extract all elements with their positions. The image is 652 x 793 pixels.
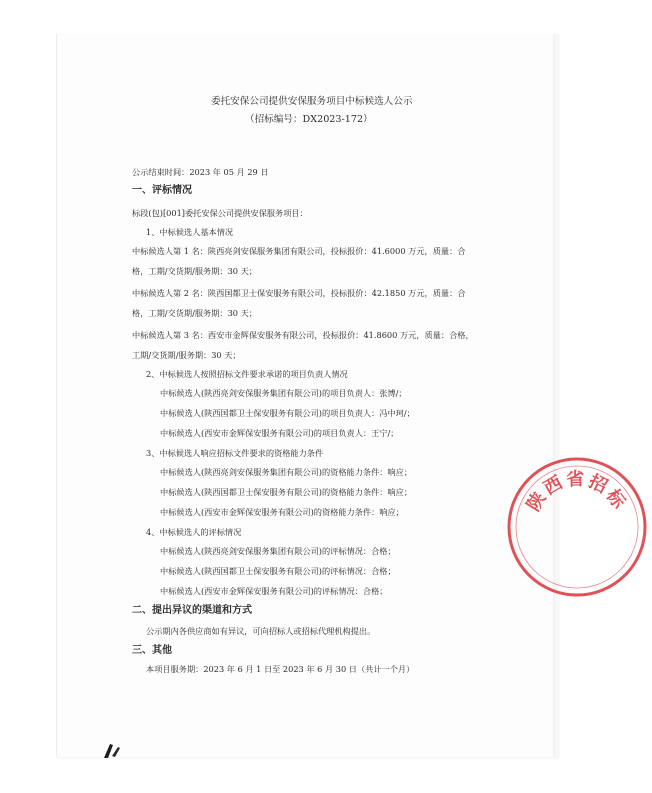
candidate-1-line2: 格，工期/交货期/服务期：30 天；: [132, 266, 257, 276]
service-period-text: 本项目服务期：2023 年 6 月 1 日至 2023 年 6 月 30 日（共计一个月）: [146, 664, 415, 674]
list-item: 中标候选人(西安市金辉保安服务有限公司)的评标情况：合格；: [160, 586, 388, 596]
subsection-3-heading: 3、中标候选人响应招标文件要求的资格能力条件: [146, 448, 324, 458]
candidate-2-line2: 格，工期/交货期/服务期：30 天；: [132, 308, 257, 318]
ink-mark-icon: [100, 740, 124, 760]
svg-text:陕: 陕: [523, 488, 551, 516]
lot-description: 标段(包)[001]委托安保公司提供安保服务项目：: [132, 208, 308, 218]
subsection-1-heading: 1、中标候选人基本情况: [146, 227, 234, 237]
list-item: 中标候选人(陕西国都卫士保安服务有限公司)的项目负责人：冯中珂/；: [160, 408, 415, 418]
list-item: 中标候选人(陕西亮剑安保服务集团有限公司)的项目负责人：张博/；: [160, 388, 407, 398]
svg-text:省: 省: [565, 468, 585, 491]
svg-text:西: 西: [540, 472, 567, 500]
list-item: 中标候选人(西安市金辉保安服务有限公司)的项目负责人：王宁/；: [160, 428, 399, 438]
document-title: 委托安保公司提供安保服务项目中标候选人公示: [211, 96, 413, 107]
subsection-2-heading: 2、中标候选人按照招标文件要求承诺的项目负责人情况: [146, 369, 348, 379]
candidate-3-line1: 中标候选人第 3 名：西安市金辉保安服务有限公司，投标报价：41.8600 万元，质量：合格，: [132, 330, 474, 340]
bid-number: （招标编号：DX2023-172）: [245, 114, 373, 125]
section-3-heading: 三、其他: [132, 645, 172, 656]
candidate-1-line1: 中标候选人第 1 名：陕西亮剑安保服务集团有限公司，投标报价：41.6000 万元，质量：合: [132, 246, 466, 256]
candidate-2-line1: 中标候选人第 2 名：陕西国都卫士保安服务有限公司，投标报价：42.1850 万元，质量：合: [132, 288, 466, 298]
list-item: 中标候选人(陕西亮剑安保服务集团有限公司)的评标情况：合格；: [160, 546, 396, 556]
list-item: 中标候选人(西安市金辉保安服务有限公司)的资格能力条件：响应；: [160, 507, 404, 517]
objection-text: 公示期内各供应商如有异议，可向招标人或招标代理机构提出。: [146, 626, 376, 636]
list-item: 中标候选人(陕西国都卫士保安服务有限公司)的资格能力条件：响应；: [160, 487, 413, 497]
section-2-heading: 二、提出异议的渠道和方式: [132, 605, 252, 616]
announcement-end-time: 公示结束时间：2023 年 05 月 29 日: [132, 167, 269, 177]
official-seal-stamp: [502, 452, 652, 602]
svg-text:招: 招: [585, 470, 611, 498]
subsection-4-heading: 4、中标候选人的评标情况: [146, 527, 242, 537]
list-item: 中标候选人(陕西亮剑安保服务集团有限公司)的资格能力条件：响应；: [160, 467, 413, 477]
list-item: 中标候选人(陕西国都卫士保安服务有限公司)的评标情况：合格；: [160, 566, 396, 576]
page-edge: [553, 34, 559, 757]
section-1-heading: 一、评标情况: [132, 185, 192, 196]
candidate-3-line2: 工期/交货期/服务期：30 天；: [132, 350, 241, 360]
svg-text:标: 标: [601, 485, 630, 513]
